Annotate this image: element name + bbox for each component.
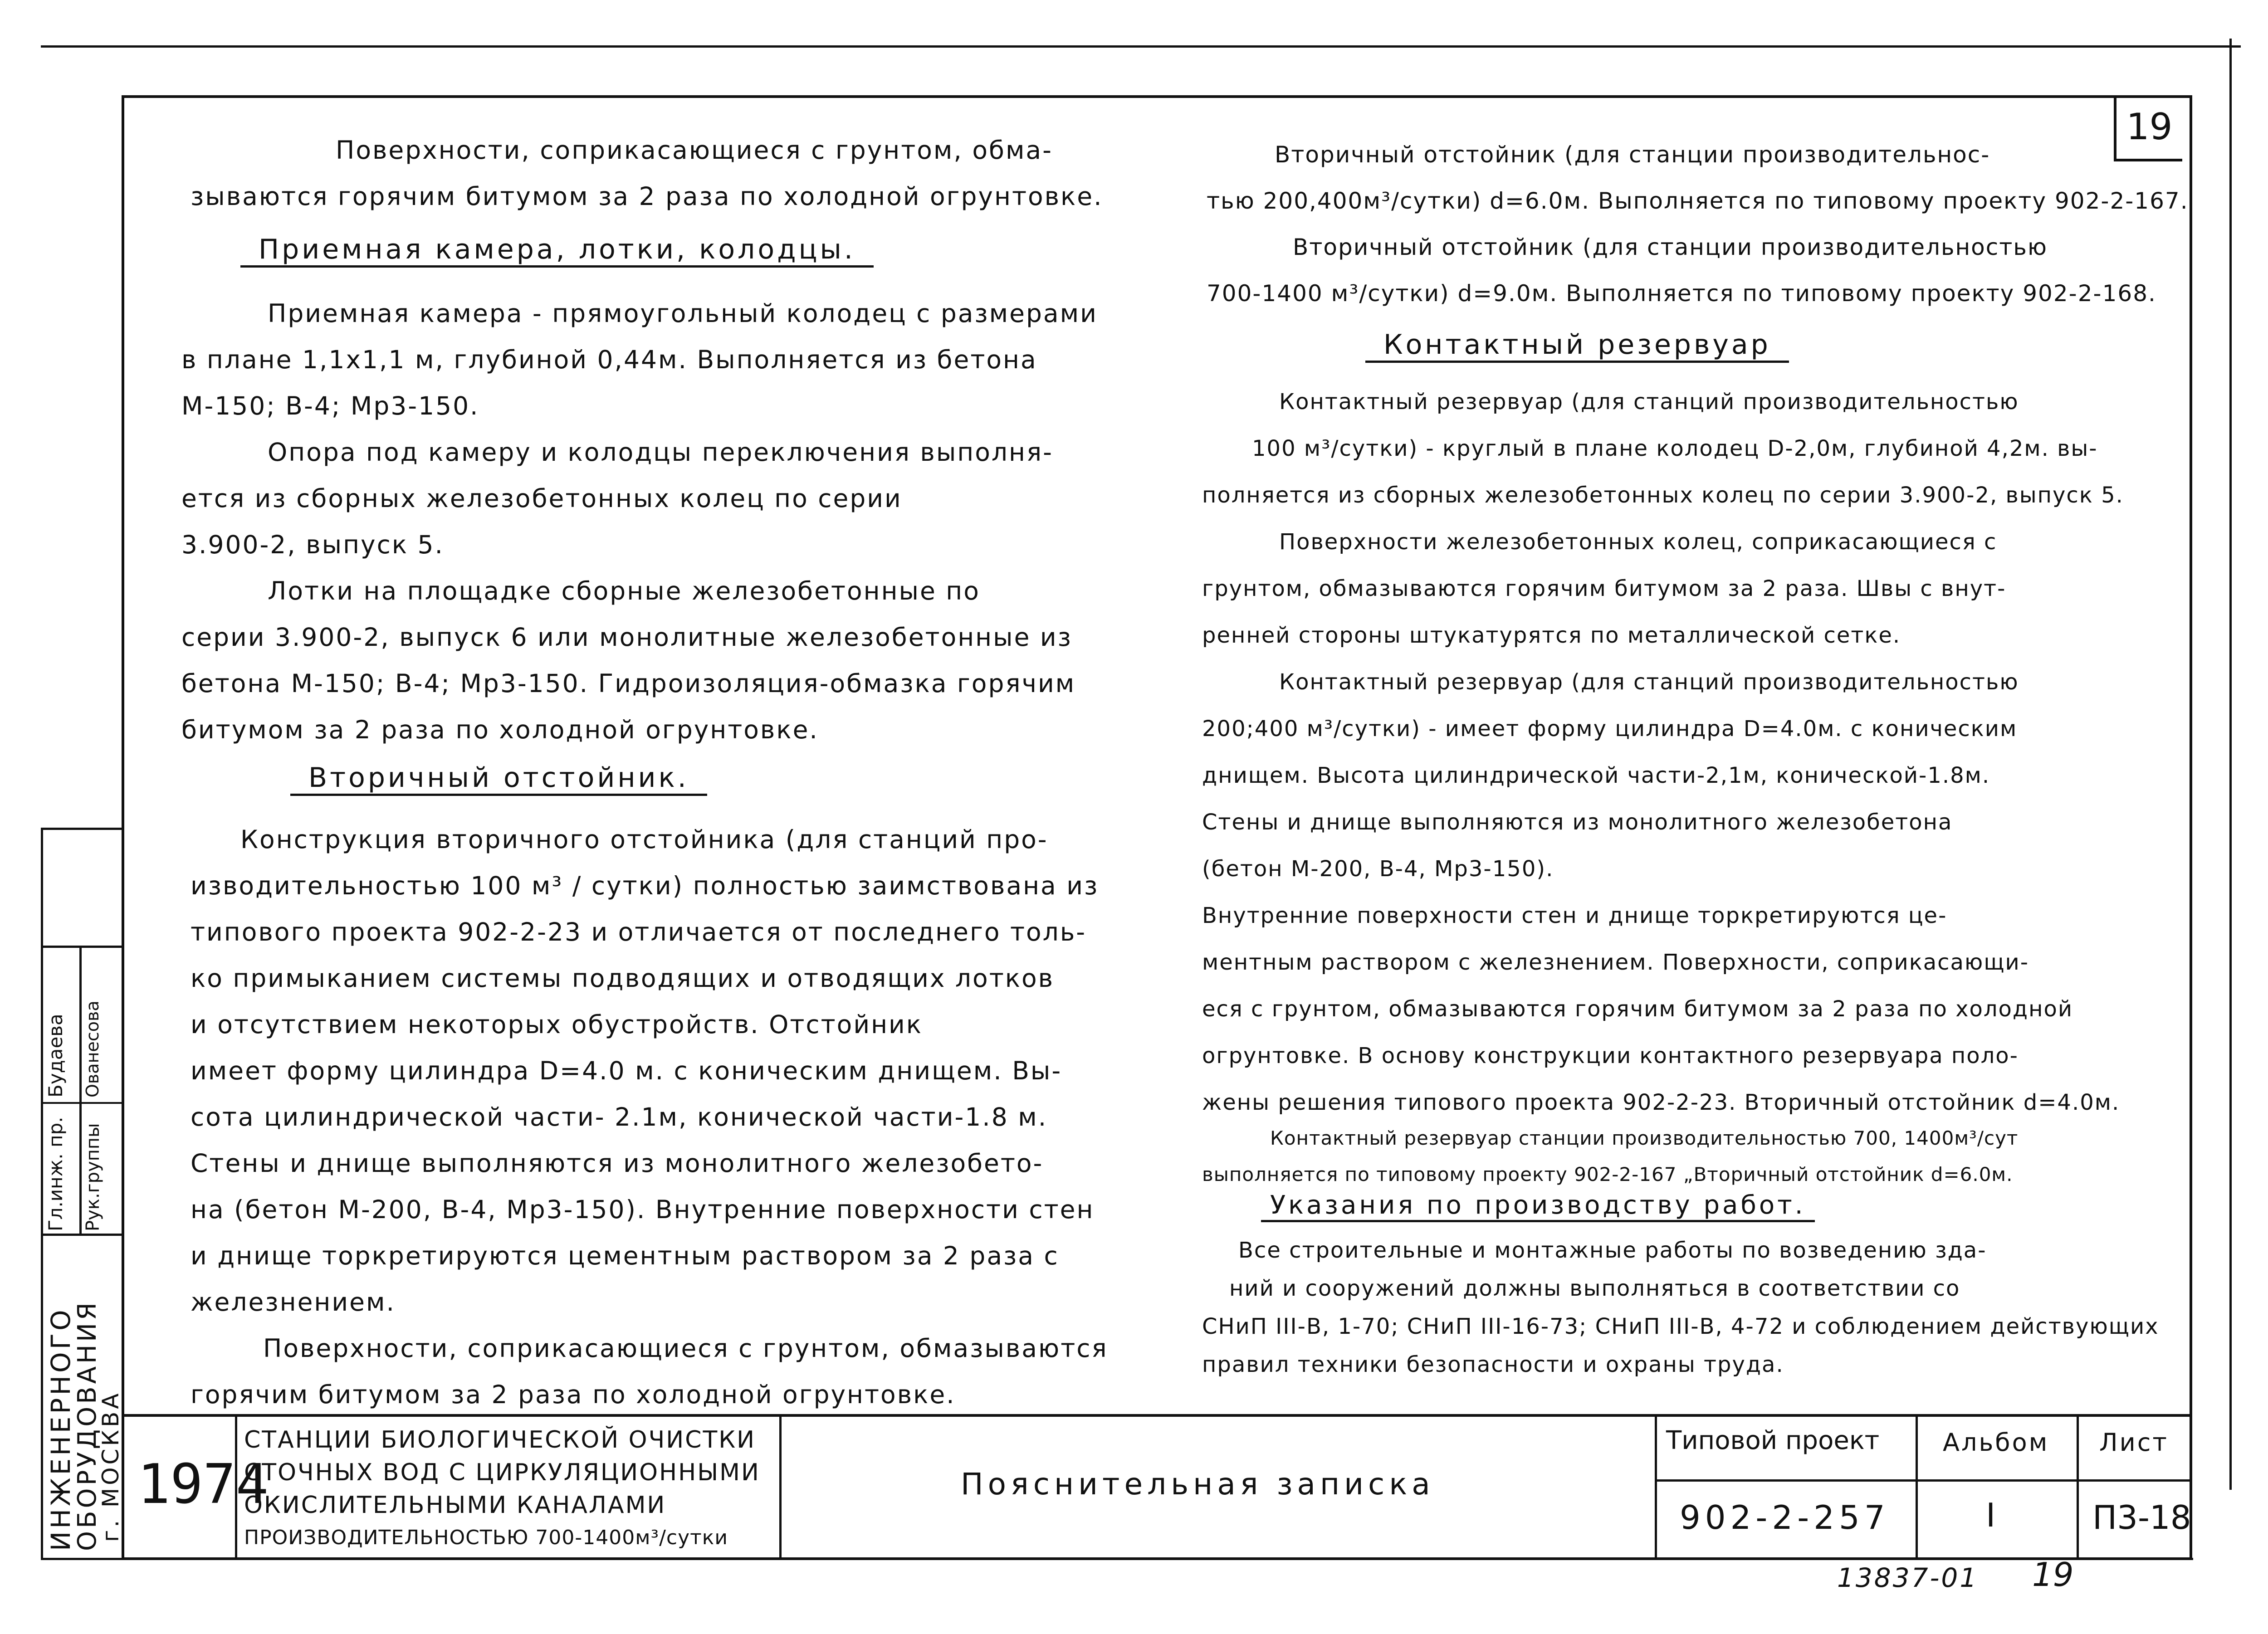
typical-project-value: 902-2-257 — [1680, 1498, 1890, 1536]
project-title-line: ОКИСЛИТЕЛЬНЫМИ КАНАЛАМИ — [244, 1492, 666, 1519]
text-line: Стены и днище выполняются из монолитного железобето- — [191, 1149, 1044, 1178]
text-line: СНиП III-В, 1-70; СНиП III-16-73; СНиП III-В, 4-72 и соблюдением действующих — [1202, 1314, 2159, 1339]
text-line: сота цилиндрической части- 2.1м, конической части-1.8 м. — [191, 1102, 1048, 1132]
text-line: Поверхности, соприкасающиеся с грунтом, обма- — [336, 136, 1053, 165]
heading-secondary-settler: Вторичный отстойник. — [290, 762, 707, 794]
page-number-box: 19 — [2114, 98, 2182, 161]
text-line: тью 200,400м³/сутки) d=6.0м. Выполняется по типовому проекту 902-2-167. — [1207, 188, 2189, 214]
stamp-divider — [41, 1234, 122, 1236]
text-line: ментным раствором с железнением. Поверхности, соприкасающи- — [1202, 950, 2029, 975]
text-line: 100 м³/сутки) - круглый в плане колодец D-2,0м, глубиной 4,2м. вы- — [1252, 436, 2098, 461]
text-line: полняется из сборных железобетонных колец по серии 3.900-2, выпуск 5. — [1202, 483, 2124, 508]
text-line: Контактный резервуар (для станций производительностью — [1279, 389, 2019, 415]
text-line: имеет форму цилиндра D=4.0 м. с коническим днищем. Вы- — [191, 1056, 1062, 1085]
left-section-2 — [191, 816, 1108, 1418]
year-text: 1974 — [137, 1453, 269, 1516]
album-value: I — [1986, 1496, 1996, 1534]
album-label: Альбом — [1943, 1428, 2049, 1457]
text-line: М-150; В-4; Мр3-150. — [181, 391, 479, 420]
project-title-line: ПРОИЗВОДИТЕЛЬНОСТЬЮ 700-1400м³/сутки — [244, 1526, 728, 1549]
album-cell — [1918, 1417, 2079, 1560]
right-section-b-tail — [1202, 1120, 2018, 1193]
left-intro — [191, 127, 1103, 219]
text-line: правил техники безопасности и охраны труда. — [1202, 1352, 1784, 1377]
typical-project-cell — [1657, 1417, 1918, 1560]
text-line: горячим битумом за 2 раза по холодной огрунтовке. — [191, 1380, 956, 1409]
text-line: 700-1400 м³/сутки) d=9.0м. Выполняется по типовому проекту 902-2-168. — [1207, 280, 2156, 307]
project-title-text — [244, 1424, 760, 1554]
heading-contact-tank: Контактный резервуар — [1365, 329, 1789, 361]
project-title-line: СТОЧНЫХ ВОД С ЦИРКУЛЯЦИОННЫМИ — [244, 1459, 760, 1486]
text-line: зываются горячим битумом за 2 раза по холодной огрунтовке. — [191, 182, 1103, 211]
text-line: Контактный резервуар станции производительностью 700, 1400м³/сут — [1270, 1127, 2019, 1149]
stamp-name-1: Будаева — [44, 1014, 67, 1097]
text-line: ется из сборных железобетонных колец по серии — [181, 484, 902, 513]
text-line: битумом за 2 раза по холодной огрунтовке. — [181, 715, 819, 744]
right-section-c — [1202, 1231, 2159, 1384]
text-line: выполняется по типовому проекту 902-2-167 „Вторичный отстойник d=6.0м. — [1202, 1163, 2013, 1185]
stamp-org-line: ИНЖЕНЕРНОГО — [45, 1307, 76, 1551]
text-line: изводительностью 100 м³ / сутки) полностью заимствована из — [191, 871, 1099, 900]
typical-project-label: Типовой проект — [1666, 1426, 1880, 1455]
text-line: огрунтовке. В основу конструкции контактного резервуара поло- — [1202, 1043, 2019, 1068]
text-line: и днище торкретируются цементным раствором за 2 раза с — [191, 1241, 1059, 1270]
text-line: типового проекта 902-2-23 и отличается от последнего толь- — [191, 917, 1087, 946]
text-line: Стены и днище выполняются из монолитного железобетона — [1202, 810, 1953, 835]
text-line: Конструкция вторичного отстойника (для станций про- — [240, 825, 1048, 854]
document-name: Пояснительная записка — [961, 1467, 1435, 1502]
text-line: Лотки на площадке сборные железобетонные по — [268, 576, 980, 605]
text-line: жены решения типового проекта 902-2-23. Вторичный отстойник d=4.0м. — [1202, 1090, 2120, 1115]
text-line: бетона М-150; В-4; Мр3-150. Гидроизоляция-обмазка горячим — [181, 669, 1076, 698]
footer-page-number: 19 — [2032, 1556, 2074, 1594]
heading-work-instructions: Указания по производству работ. — [1261, 1190, 1815, 1220]
right-section-a — [1207, 132, 2189, 317]
text-line: 200;400 м³/сутки) - имеет форму цилиндра D=4.0м. с коническим — [1202, 716, 2018, 741]
sheet-value: П3-18 — [2092, 1498, 2191, 1536]
text-line: ренней стороны штукатурятся по металлической сетке. — [1202, 623, 1901, 648]
text-line: серии 3.900-2, выпуск 6 или монолитные железобетонные из — [181, 623, 1072, 652]
project-title-line: СТАНЦИИ БИОЛОГИЧЕСКОЙ ОЧИСТКИ — [244, 1426, 756, 1454]
text-line: и отсутствием некоторых обустройств. Отстойник — [191, 1010, 923, 1039]
stamp-role-1: Гл.инж. пр. — [44, 1117, 67, 1231]
text-line: грунтом, обмазываются горячим битумом за 2 раза. Швы с внут- — [1202, 576, 2006, 601]
text-line: днищем. Высота цилиндрической части-2,1м, конической-1.8м. — [1202, 763, 1990, 788]
archive-number: 13837-01 — [1837, 1562, 1979, 1593]
frame-right-line — [2229, 39, 2232, 1490]
year-cell — [122, 1417, 269, 1560]
text-line: 3.900-2, выпуск 5. — [181, 530, 445, 559]
left-section-1 — [181, 290, 1098, 753]
stamp-divider — [41, 1102, 122, 1104]
stamp-org-line: ОБОРУДОВАНИЯ — [73, 1300, 102, 1551]
stamp-divider — [79, 946, 82, 1234]
text-line: Все строительные и монтажные работы по возведению зда- — [1238, 1238, 1987, 1263]
stamp-name-2: Ованесова — [83, 1000, 103, 1097]
sheet-label: Лист — [2099, 1428, 2169, 1457]
text-line: Поверхности, соприкасающиеся с грунтом, обмазываются — [263, 1334, 1108, 1363]
right-section-b — [1202, 379, 2124, 1126]
title-block-divider — [1657, 1479, 2192, 1482]
text-line: Контактный резервуар (для станций производительностью — [1279, 669, 2019, 695]
text-line: Вторичный отстойник (для станции производительностью — [1293, 234, 2048, 260]
heading-receiving-chamber: Приемная камера, лотки, колодцы. — [240, 234, 874, 265]
stamp-role-2: Рук.группы — [83, 1123, 103, 1231]
frame-top-line — [41, 45, 2241, 48]
project-title-cell — [237, 1417, 782, 1560]
title-block — [122, 1414, 2192, 1560]
text-line: ко примыканием системы подводящих и отводящих лотков — [191, 964, 1055, 993]
text-line: железнением. — [191, 1288, 396, 1317]
text-line: еся с грунтом, обмазываются горячим битумом за 2 раза по холодной — [1202, 996, 2073, 1022]
text-line: ний и сооружений должны выполняться в соответствии со — [1229, 1276, 1960, 1301]
text-line: в плане 1,1х1,1 м, глубиной 0,44м. Выполняется из бетона — [181, 345, 1037, 374]
text-line: Поверхности железобетонных колец, соприкасающиеся с — [1279, 529, 1997, 555]
text-line: (бетон М-200, В-4, Мр3-150). — [1202, 856, 1554, 882]
text-line: на (бетон М-200, В-4, Мр3-150). Внутренние поверхности стен — [191, 1195, 1095, 1224]
document-name-cell — [782, 1417, 1657, 1560]
stamp-org-line: г. МОСКВА — [98, 1390, 124, 1542]
text-line: Внутренние поверхности стен и днище торкретируются це- — [1202, 903, 1947, 928]
text-line: Приемная камера - прямоугольный колодец с размерами — [268, 299, 1098, 328]
text-line: Опора под камеру и колодцы переключения выполня- — [268, 438, 1053, 467]
text-line: Вторичный отстойник (для станции производительнос- — [1275, 141, 1990, 168]
